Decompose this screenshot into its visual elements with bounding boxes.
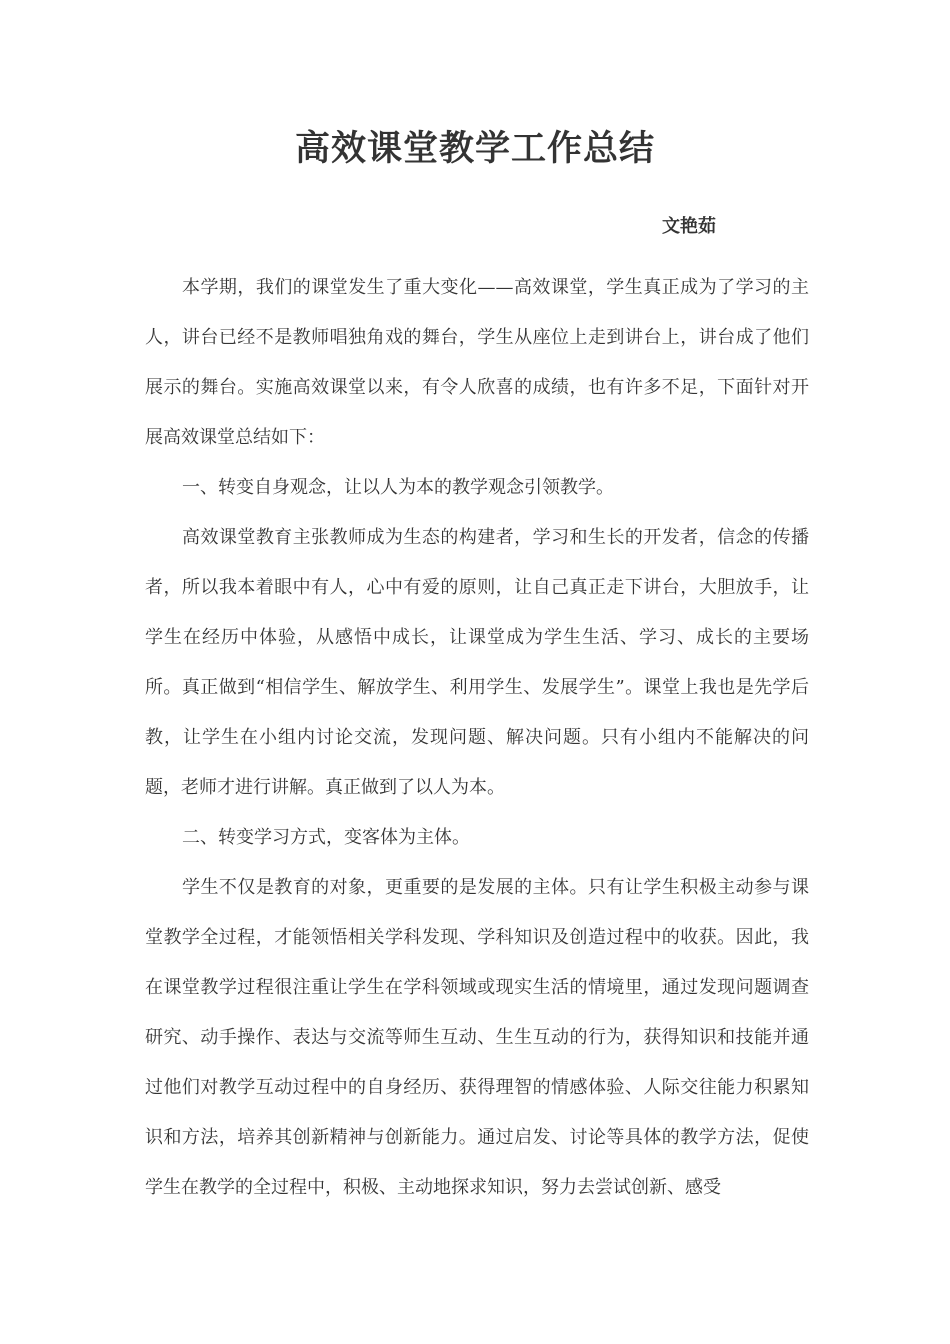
paragraph-intro: 本学期，我们的课堂发生了重大变化——高效课堂，学生真正成为了学习的主人，讲台已经不是教师唱独角戏的舞台，学生从座位上走到讲台上，讲台成了他们展示的舞台。实施高效课堂以来，有令人欣喜的成绩，也有许多不足，下面针对开展高效课堂总结如下： [145,277,809,448]
paragraph-section-2: 学生不仅是教育的对象，更重要的是发展的主体。只有让学生积极主动参与课堂教学全过程，才能领悟相关学科发现、学科知识及创造过程中的收获。因此，我在课堂教学过程很注重让学生在学科领域或现实生活的情境里，通过发现问题调查研究、动手操作、表达与交流等师生互动、生生互动的行为，获得知识和技能并通过他们对教学互动过程中的自身经历、获得理智的情感体验、人际交往能力积累知识和方法，培养其创新精神与创新能力。通过启发、讨论等具体的教学方法，促使学生在教学的全过程中，积极、主动地探求知识，努力去尝试创新、感受 [145,877,809,1198]
paragraph-section-1: 高效课堂教育主张教师成为生态的构建者，学习和生长的开发者，信念的传播者，所以我本着眼中有人，心中有爱的原则，让自己真正走下讲台，大胆放手，让学生在经历中体验，从感悟中成长，让课堂成为学生生活、学习、成长的主要场所。真正做到“相信学生、解放学生、利用学生、发展学生”。课堂上我也是先学后教，让学生在小组内讨论交流，发现问题、解决问题。只有小组内不能解决的问题，老师才进行讲解。真正做到了以人为本。 [145,527,809,798]
document-title: 高效课堂教学工作总结 [294,128,655,169]
heading-section-1: 一、转变自身观念，让以人为本的教学观念引领教学。 [182,477,614,498]
heading-section-2: 二、转变学习方式，变客体为主体。 [182,827,470,848]
document-body [145,263,809,1213]
document-author: 文艳茹 [662,216,716,237]
